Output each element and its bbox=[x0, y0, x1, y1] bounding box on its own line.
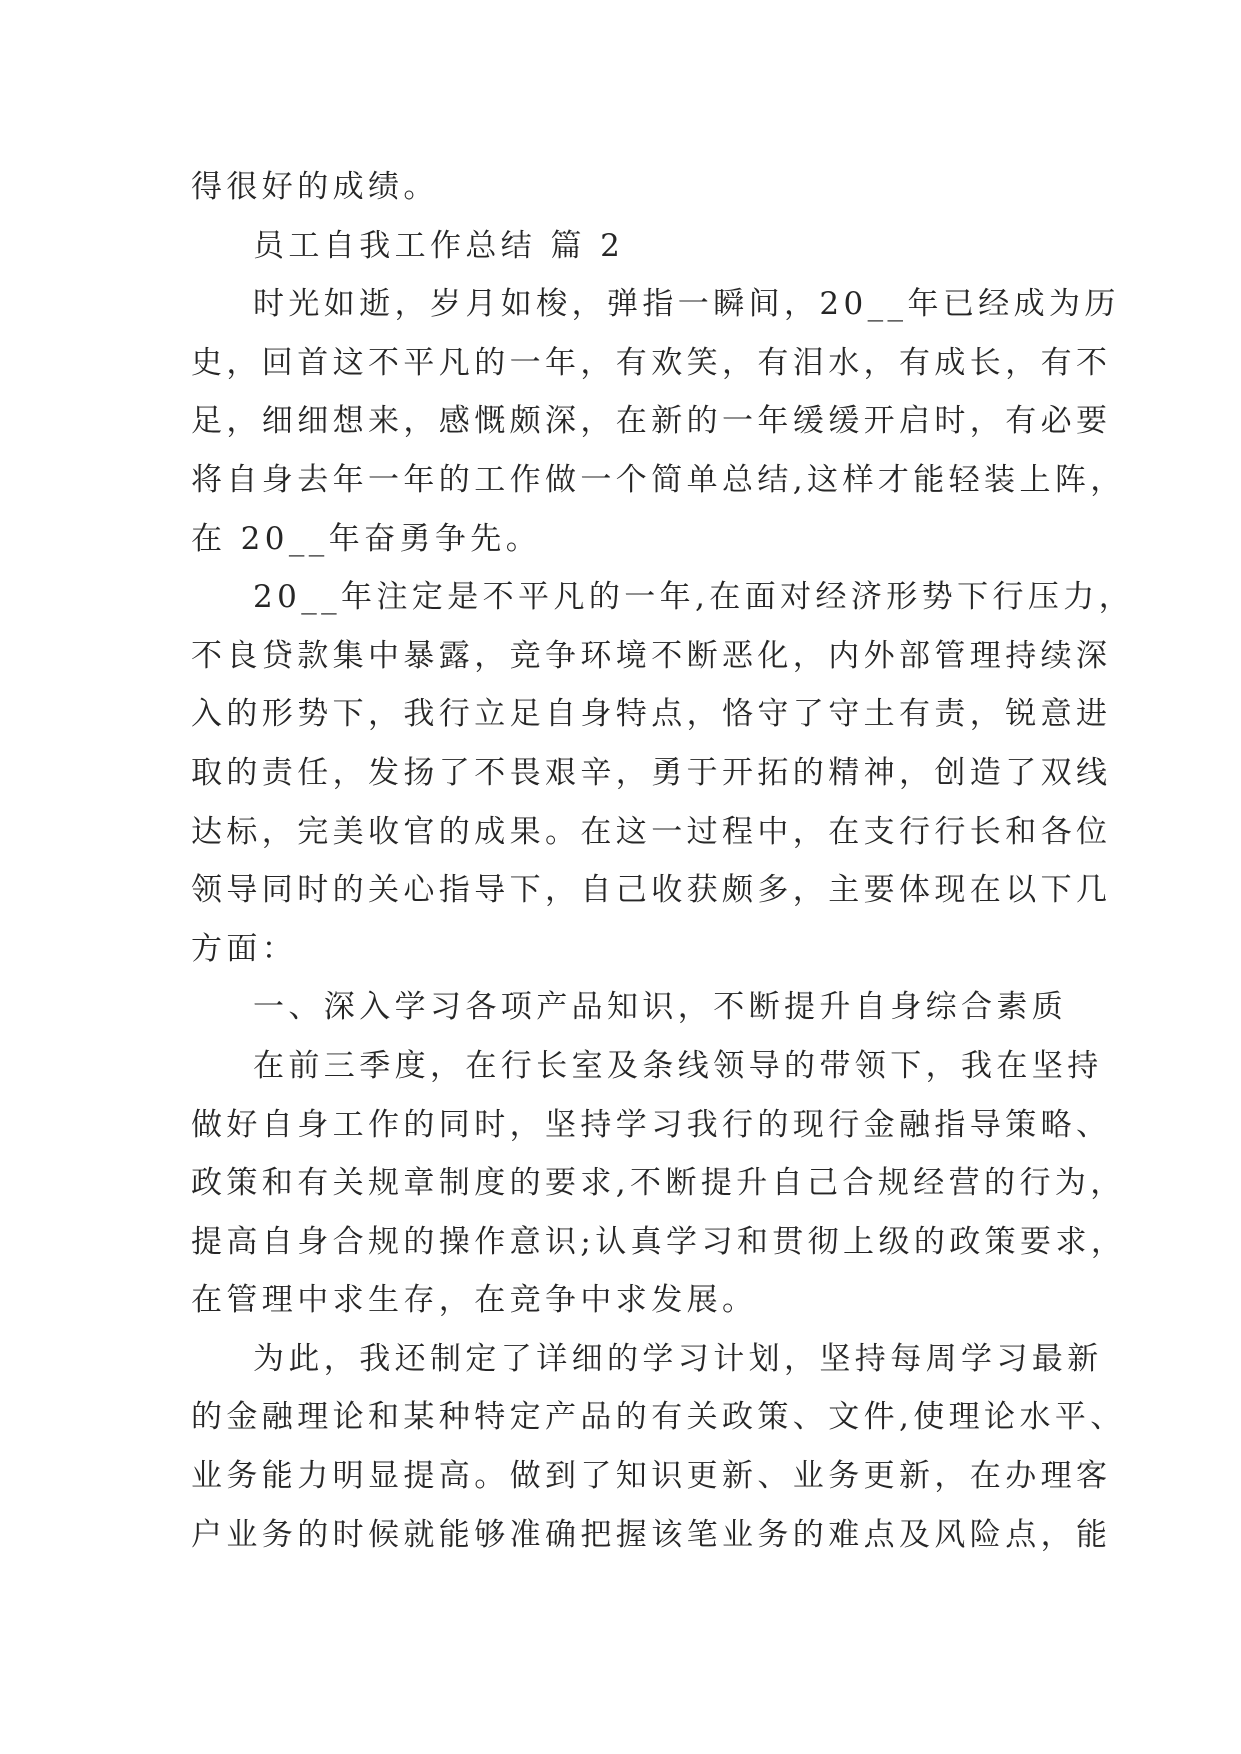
text-line: 领导同时的关心指导下，自己收获颇多，主要体现在以下几 bbox=[191, 872, 1112, 909]
text-line: 方面： bbox=[191, 930, 298, 967]
text-line: 达标，完美收官的成果。在这一过程中，在支行行长和各位 bbox=[191, 813, 1112, 850]
document-body bbox=[191, 158, 1135, 1564]
subsection-heading: 一、深入学习各项产品知识，不断提升自身综合素质 bbox=[253, 989, 1068, 1026]
text-line: 将自身去年一年的工作做一个简单总结,这样才能轻装上阵， bbox=[191, 461, 1126, 498]
text-line: 业务能力明显提高。做到了知识更新、业务更新，在办理客 bbox=[191, 1458, 1112, 1495]
section-heading: 员工自我工作总结 篇 2 bbox=[253, 227, 625, 264]
text-line: 在管理中求生存，在竞争中求发展。 bbox=[191, 1282, 758, 1319]
text-line: 不良贷款集中暴露，竞争环境不断恶化，内外部管理持续深 bbox=[191, 637, 1112, 674]
text-line: 在 20__年奋勇争先。 bbox=[191, 520, 542, 557]
text-line: 20__年注定是不平凡的一年,在面对经济形势下行压力， bbox=[253, 579, 1135, 616]
text-line: 入的形势下，我行立足自身特点，恪守了守土有责，锐意进 bbox=[191, 696, 1112, 733]
text-line: 做好自身工作的同时，坚持学习我行的现行金融指导策略、 bbox=[191, 1106, 1112, 1143]
text-line: 得很好的成绩。 bbox=[191, 169, 439, 205]
text-line: 足，细细想来，感慨颇深，在新的一年缓缓开启时，有必要 bbox=[191, 403, 1112, 440]
text-line: 的金融理论和某种特定产品的有关政策、文件,使理论水平、 bbox=[191, 1399, 1126, 1436]
text-line: 在前三季度，在行长室及条线领导的带领下，我在坚持 bbox=[253, 1047, 1103, 1084]
text-line: 取的责任，发扬了不畏艰辛，勇于开拓的精神，创造了双线 bbox=[191, 754, 1112, 791]
text-line: 户业务的时候就能够准确把握该笔业务的难点及风险点，能 bbox=[191, 1516, 1112, 1553]
text-line: 时光如逝，岁月如梭，弹指一瞬间，20__年已经成为历 bbox=[253, 286, 1120, 323]
text-line: 政策和有关规章制度的要求,不断提升自己合规经营的行为， bbox=[191, 1165, 1126, 1202]
text-line: 史，回首这不平凡的一年，有欢笑，有泪水，有成长，有不 bbox=[191, 344, 1112, 381]
text-line: 为此，我还制定了详细的学习计划，坚持每周学习最新 bbox=[253, 1340, 1103, 1377]
text-line: 提高自身合规的操作意识;认真学习和贯彻上级的政策要求， bbox=[191, 1223, 1127, 1260]
